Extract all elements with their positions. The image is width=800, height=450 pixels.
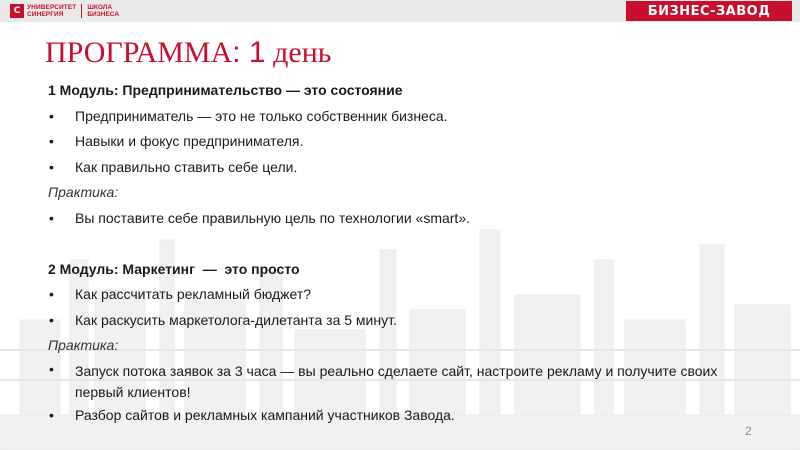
synergy-logo-mark: С [10,4,24,18]
title-program: ПРОГРАММА [45,36,233,69]
top-bar [0,0,800,22]
title-day-number: : 1 [232,36,266,69]
program-content [48,78,768,428]
section-spacer [48,231,768,257]
bullet-icon: • [49,158,54,175]
bullet-icon: • [49,311,54,328]
practice-label: Практика: [48,337,119,353]
bullet-icon: • [49,209,54,226]
list-item [48,308,768,334]
list-item [48,403,768,429]
list-item-text: Как рассчитать рекламный бюджет? [75,286,312,302]
bullet-icon: • [49,360,54,377]
logo-divider [81,4,82,18]
bullet-icon: • [49,406,54,423]
bullet-icon: • [49,107,54,124]
title-day-word: день [265,36,332,69]
list-item-text: Как раскусить маркетолога-дилетанта за 5 минут. [75,311,397,328]
list-item [48,155,768,181]
logo-synergy-label: СИНЕРГИЯ [27,11,64,18]
bullet-icon: • [49,286,54,302]
logo-university-label: УНИВЕРСИТЕТ [27,4,77,11]
business-school-text [87,4,119,18]
list-item [48,129,768,155]
logo-business-label: БИЗНЕСА [87,11,120,18]
module-1-heading: 1 Модуль: Предпринимательство — это состояние [48,82,403,98]
synergy-logo [10,3,119,19]
list-item [48,206,768,232]
list-item [48,104,768,130]
list-item-text: Навыки и фокус предпринимателя. [75,133,304,149]
biznes-zavod-logo: БИЗНЕС-ЗАВОД [626,1,792,21]
list-item-text: Предприниматель — это не только собственник бизнеса. [75,107,448,124]
logo-school-label: ШКОЛА [87,4,113,11]
list-item-text: Как правильно ставить себе цели. [75,158,298,175]
list-item-text: Вы поставите себе правильную цель по технологии «smart». [75,209,470,226]
synergy-logo-text [27,4,76,18]
list-item-text: Разбор сайтов и рекламных кампаний участников Завода. [75,406,455,423]
list-item [48,359,768,403]
page-number: 2 [745,424,752,438]
module-2-heading: 2 Модуль: Маркетинг — это просто [48,260,300,277]
page-title [45,33,331,73]
practice-label: Практика: [48,184,119,200]
bullet-icon: • [49,133,54,149]
list-item [48,282,768,308]
list-item-text: Запуск потока заявок за 3 часа — вы реально сделаете сайт, настроите рекламу и получите своих первый клиентов! [75,362,718,400]
